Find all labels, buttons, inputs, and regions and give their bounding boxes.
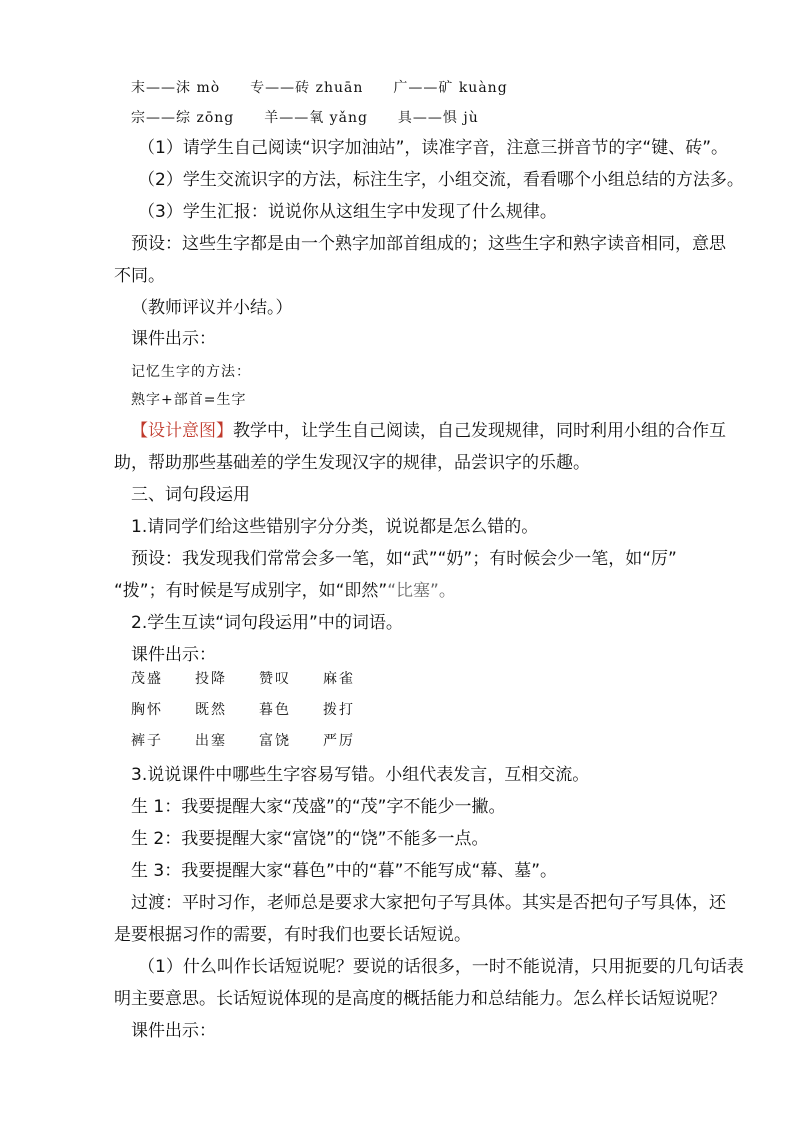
word: 赞叹 — [259, 671, 291, 687]
word: 暮色 — [259, 702, 291, 718]
courseware-label-1: 课件出示： — [131, 329, 216, 349]
word: 富饶 — [259, 733, 291, 749]
question-1-line-1: （1）什么叫作长话短说呢？要说的话很多，一时不能说清，只用扼要的几句话表 — [138, 957, 744, 977]
courseware-label-2: 课件出示： — [131, 645, 216, 665]
preset-1-line-2: 不同。 — [114, 266, 165, 286]
transition-line-2: 是要根据习作的需要，有时我们也要长话短说。 — [114, 925, 471, 945]
method-formula: 熟字+部首=生字 — [131, 392, 247, 408]
step-1: （1）请学生自己阅读“识字加油站”，读准字音，注意三拼音节的字“键、砖”。 — [138, 138, 729, 158]
preset-2-line-1: 预设：我发现我们常常会多一笔，如“武”“奶”；有时候会少一笔，如“厉” — [131, 549, 677, 569]
student-3: 生 3：我要提醒大家“暮色”中的“暮”不能写成“幕、墓”。 — [131, 861, 558, 881]
word: 裤子 — [131, 733, 163, 749]
teacher-note: （教师评议并小结。） — [131, 298, 293, 318]
preset-1-line-1: 预设：这些生字都是由一个熟字加部首组成的；这些生字和熟字读音相同，意思 — [131, 234, 726, 254]
courseware-label-3: 课件出示： — [131, 1021, 216, 1041]
word: 既然 — [195, 702, 227, 718]
preset-2-line-2 — [114, 575, 681, 607]
word: 出塞 — [195, 733, 227, 749]
word: 严厉 — [323, 733, 355, 749]
word: 拨打 — [323, 702, 355, 718]
design-intent-line-2: 助，帮助那些基础差的学生发现汉字的规律，品尝识字的乐趣。 — [114, 453, 590, 473]
student-1: 生 1：我要提醒大家“茂盛”的“茂”字不能少一撇。 — [131, 797, 506, 817]
step-3: （3）学生汇报：说说你从这组生字中发现了什么规律。 — [138, 202, 557, 222]
item-1: 1.请同学们给这些错别字分分类，说说都是怎么错的。 — [131, 517, 539, 537]
step-2: （2）学生交流识字的方法，标注生字，小组交流，看看哪个小组总结的方法多。 — [138, 170, 744, 190]
preset-2-text: “拨”；有时候是写成别字，如“即然” — [114, 581, 388, 601]
word: 茂盛 — [131, 671, 163, 687]
word: 胸怀 — [131, 702, 163, 718]
word: 麻雀 — [323, 671, 355, 687]
question-1-line-2: 明主要意思。长话短说体现的是高度的概括能力和总结能力。怎么样长话短说呢？ — [114, 989, 726, 1009]
design-intent-tag: 【设计意图】 — [131, 421, 233, 441]
preset-2-example: “比塞”。 — [387, 581, 456, 601]
design-intent-line-1 — [131, 415, 726, 447]
student-2: 生 2：我要提醒大家“富饶”的“饶”不能多一点。 — [131, 829, 489, 849]
item-3: 3.说说课件中哪些生字容易写错。小组代表发言，互相交流。 — [131, 765, 590, 785]
char-row-1: 末——沫 mò 专——砖 zhuān 广——矿 kuàng — [131, 80, 508, 96]
char-row-2: 宗——综 zōng 羊——氧 yǎng 具——惧 jù — [131, 110, 479, 126]
transition-line-1: 过渡：平时习作，老师总是要求大家把句子写具体。其实是否把句子写具体，还 — [131, 893, 726, 913]
section-heading: 三、词句段运用 — [131, 485, 250, 505]
item-2: 2.学生互读“词句段运用”中的词语。 — [131, 613, 403, 633]
method-title: 记忆生字的方法： — [131, 364, 251, 380]
word: 投降 — [195, 671, 227, 687]
design-intent-text: 教学中，让学生自己阅读，自己发现规律，同时利用小组的合作互 — [233, 421, 726, 441]
